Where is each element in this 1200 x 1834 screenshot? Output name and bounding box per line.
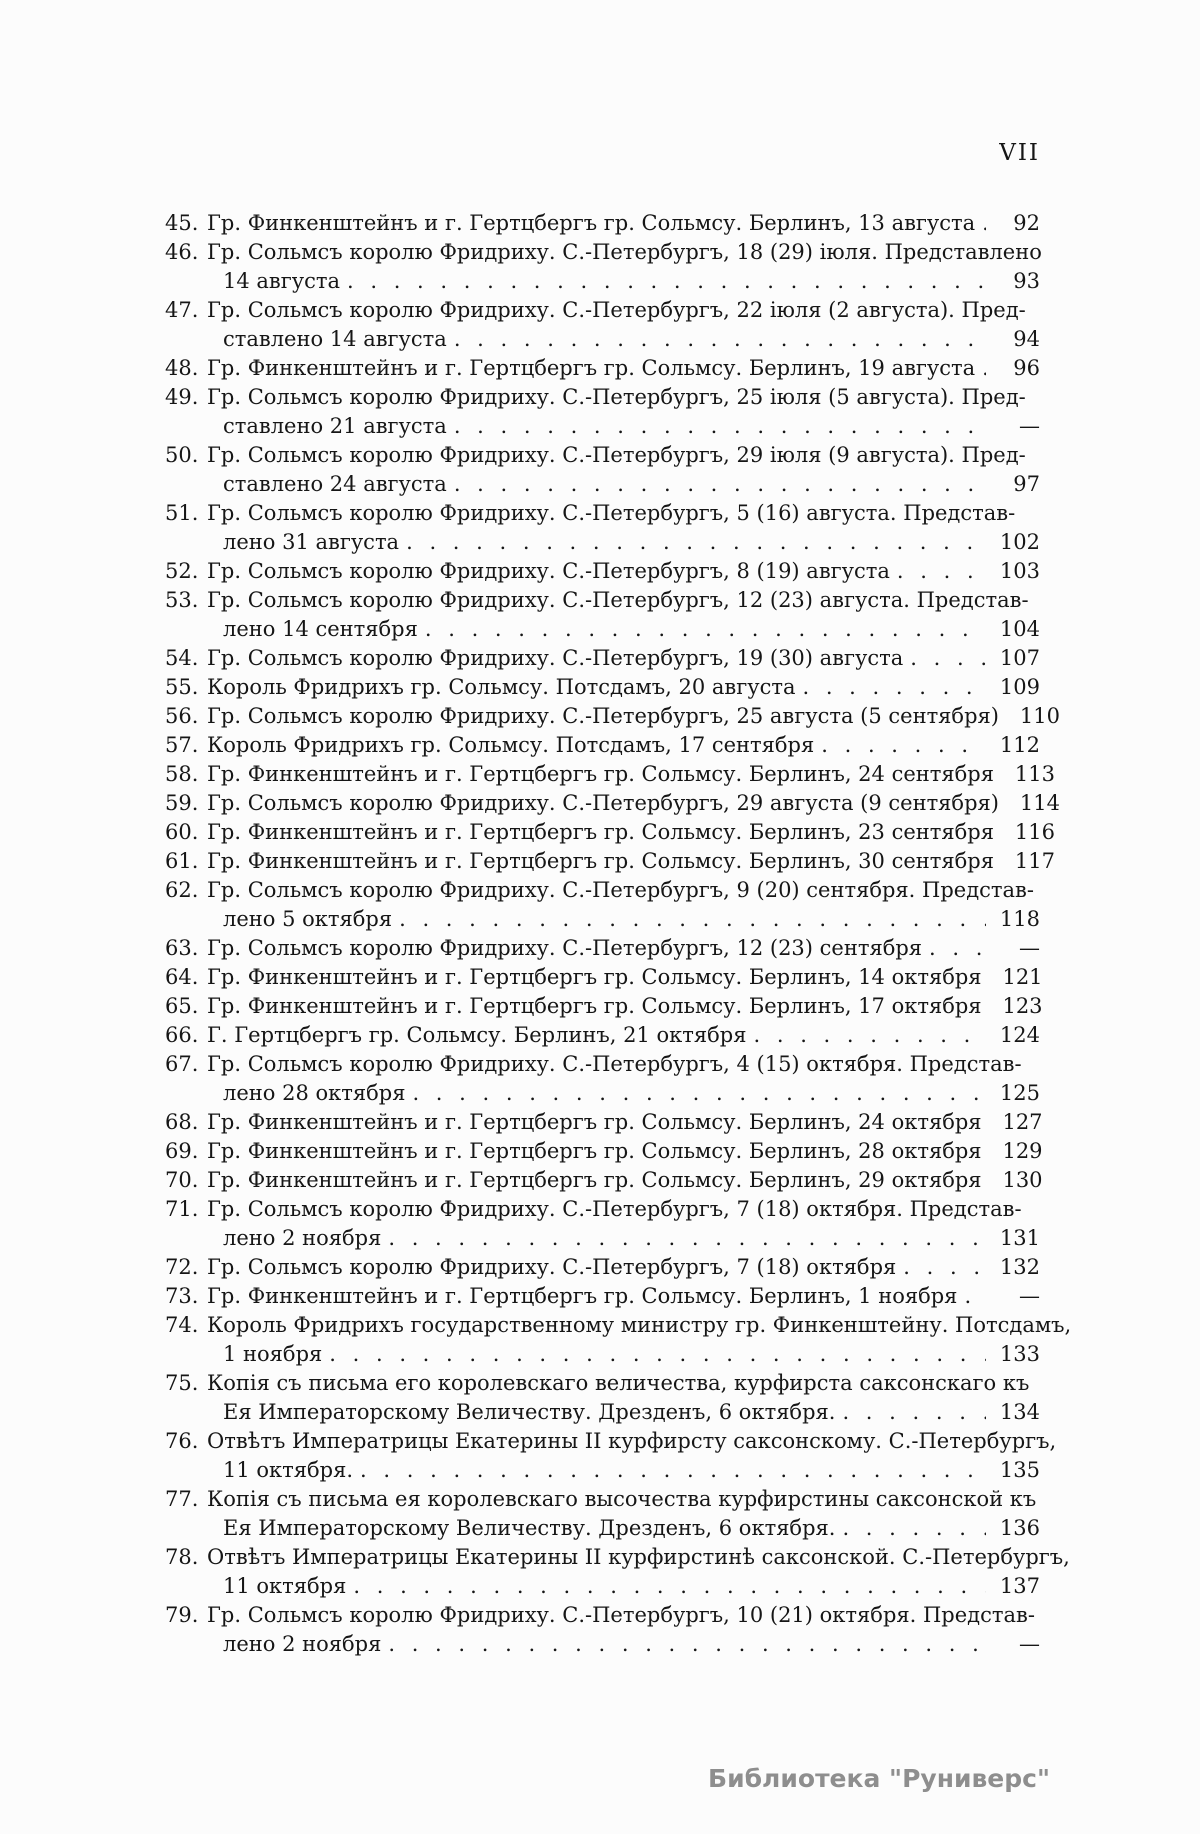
- entry-page-number: 137: [999, 1574, 1040, 1598]
- dot-leader: [412, 1079, 986, 1108]
- entry-text: Гр. Сольмсъ королю Фридриху. С.-Петербургъ, 7 (18) октября: [207, 1255, 897, 1279]
- entry-number: 51.: [165, 501, 199, 525]
- entry-text: Король Фридрихъ гр. Сольмсу. Потсдамъ, 17 сентября: [207, 733, 815, 757]
- entry-text: Гр. Финкенштейнъ и г. Гертцбергъ гр. Сольмсу. Берлинъ, 28 октября: [207, 1139, 982, 1163]
- entry-page-number: 124: [999, 1023, 1040, 1047]
- entry-page-number: —: [1019, 414, 1040, 438]
- entry-number: 64.: [165, 965, 199, 989]
- entry-number: 57.: [165, 733, 199, 757]
- entry-text-continued: ставлено 24 августа: [223, 472, 447, 496]
- entry-page-number: 136: [999, 1516, 1040, 1540]
- toc-entry: [165, 238, 1040, 296]
- entry-number: 52.: [165, 559, 199, 583]
- entry-text: Король Фридрихъ гр. Сольмсу. Потсдамъ, 20 августа: [207, 675, 796, 699]
- entry-number: 69.: [165, 1139, 199, 1163]
- entry-number: 71.: [165, 1197, 199, 1221]
- entry-text: Гр. Сольмсъ королю Фридриху. С.-Петербургъ, 12 (23) августа. Представ-: [207, 588, 1029, 612]
- page-folio-number: VII: [999, 140, 1040, 166]
- dot-leader: [425, 615, 986, 644]
- entry-text: Гр. Сольмсъ королю Фридриху. С.-Петербургъ, 25 августа (5 сентября): [207, 704, 999, 728]
- entry-page-number: 110: [1019, 704, 1060, 728]
- entry-text-continued: Ея Императорскому Величеству. Дрезденъ, 6 октября.: [223, 1400, 836, 1424]
- dot-leader: [329, 1340, 986, 1369]
- entry-number: 61.: [165, 849, 199, 873]
- toc-entry: [165, 557, 1040, 586]
- entry-page-number: 103: [999, 559, 1040, 583]
- toc-entry: [165, 1021, 1040, 1050]
- entry-number: 53.: [165, 588, 199, 612]
- entry-text-continued: лено 2 ноября: [223, 1632, 382, 1656]
- entry-number: 77.: [165, 1487, 199, 1511]
- entry-page-number: 92: [1013, 211, 1040, 235]
- entry-page-number: 114: [1019, 791, 1060, 815]
- toc-entry: [165, 992, 1043, 1021]
- entry-number: 63.: [165, 936, 199, 960]
- entry-page-number: 129: [1002, 1139, 1043, 1163]
- entry-number: 59.: [165, 791, 199, 815]
- entry-text: Гр. Финкенштейнъ и г. Гертцбергъ гр. Сольмсу. Берлинъ, 13 августа: [207, 211, 976, 235]
- entry-text: Гр. Финкенштейнъ и г. Гертцбергъ гр. Сольмсу. Берлинъ, 24 сентября: [207, 762, 994, 786]
- entry-text: Гр. Сольмсъ королю Фридриху. С.-Петербургъ, 18 (29) іюля. Представлено: [207, 240, 1042, 264]
- entry-text: Гр. Финкенштейнъ и г. Гертцбергъ гр. Сольмсу. Берлинъ, 30 сентября: [207, 849, 994, 873]
- entry-text: Король Фридрихъ государственному министру гр. Финкенштейну. Потсдамъ,: [207, 1313, 1072, 1337]
- toc-entry: [165, 760, 1055, 789]
- entry-page-number: 134: [999, 1400, 1040, 1424]
- toc-entry: [165, 1369, 1040, 1427]
- toc-entry: [165, 1253, 1040, 1282]
- entry-text-continued: 11 октября: [223, 1574, 347, 1598]
- toc-entry: [165, 1311, 1072, 1369]
- dot-leader: [929, 934, 986, 963]
- entry-number: 48.: [165, 356, 199, 380]
- entry-text: Гр. Сольмсъ королю Фридриху. С.-Петербургъ, 25 іюля (5 августа). Пред-: [207, 385, 1026, 409]
- entry-text: Гр. Сольмсъ королю Фридриху. С.-Петербургъ, 5 (16) августа. Представ-: [207, 501, 1016, 525]
- entry-page-number: 96: [1013, 356, 1040, 380]
- entry-text-continued: Ея Императорскому Величеству. Дрезденъ, 6 октября.: [223, 1516, 836, 1540]
- toc-entry: [165, 586, 1040, 644]
- entry-text-continued: лено 28 октября: [223, 1081, 406, 1105]
- entry-page-number: 116: [1014, 820, 1055, 844]
- entry-text: Гр. Сольмсъ королю Фридриху. С.-Петербургъ, 4 (15) октября. Представ-: [207, 1052, 1022, 1076]
- toc-entry: [165, 296, 1040, 354]
- entry-text: Гр. Финкенштейнъ и г. Гертцбергъ гр. Сольмсу. Берлинъ, 23 сентября: [207, 820, 994, 844]
- dot-leader: [754, 1021, 987, 1050]
- dot-leader: [982, 354, 986, 383]
- entry-text-continued: лено 5 октября: [223, 907, 393, 931]
- dot-leader: [821, 731, 986, 760]
- entry-text: Гр. Финкенштейнъ и г. Гертцбергъ гр. Сольмсу. Берлинъ, 14 октября: [207, 965, 982, 989]
- entry-page-number: 93: [1013, 269, 1040, 293]
- dot-leader: [353, 1572, 986, 1601]
- entry-text-continued: 11 октября.: [223, 1458, 354, 1482]
- entry-text: Гр. Финкенштейнъ и г. Гертцбергъ гр. Сольмсу. Берлинъ, 24 октября: [207, 1110, 982, 1134]
- dot-leader: [964, 1282, 986, 1311]
- dot-leader: [399, 905, 986, 934]
- entry-page-number: 97: [1013, 472, 1040, 496]
- dot-leader: [388, 1630, 986, 1659]
- entry-number: 66.: [165, 1023, 199, 1047]
- entry-page-number: 94: [1013, 327, 1040, 351]
- entry-text-continued: 14 августа: [223, 269, 340, 293]
- toc-entry: [165, 934, 1040, 963]
- toc-entry: [165, 209, 1040, 238]
- dot-leader: [903, 1253, 986, 1282]
- toc-entry: [165, 1108, 1043, 1137]
- toc-entry: [165, 644, 1040, 673]
- entry-text: Гр. Сольмсъ королю Фридриху. С.-Петербургъ, 10 (21) октября. Представ-: [207, 1603, 1035, 1627]
- entry-number: 58.: [165, 762, 199, 786]
- dot-leader: [406, 528, 986, 557]
- toc-entry: [165, 702, 1060, 731]
- entry-text: Гр. Сольмсъ королю Фридриху. С.-Петербургъ, 9 (20) сентября. Представ-: [207, 878, 1034, 902]
- entry-text: Гр. Сольмсъ королю Фридриху. С.-Петербургъ, 19 (30) августа: [207, 646, 904, 670]
- entry-number: 75.: [165, 1371, 199, 1395]
- entry-page-number: 107: [999, 646, 1040, 670]
- toc-entry: [165, 1166, 1043, 1195]
- entry-number: 76.: [165, 1429, 199, 1453]
- entry-text: Копія съ письма его королевскаго величества, курфирста саксонскаго къ: [207, 1371, 1030, 1395]
- entry-number: 72.: [165, 1255, 199, 1279]
- entry-page-number: 112: [999, 733, 1040, 757]
- toc-entry: [165, 963, 1043, 992]
- toc-entry: [165, 441, 1040, 499]
- toc-entry: [165, 818, 1055, 847]
- entry-number: 49.: [165, 385, 199, 409]
- entry-page-number: 133: [999, 1342, 1040, 1366]
- entry-page-number: —: [1019, 936, 1040, 960]
- toc-entry: [165, 1195, 1040, 1253]
- dot-leader: [982, 209, 986, 238]
- entry-text: Гр. Финкенштейнъ и г. Гертцбергъ гр. Сольмсу. Берлинъ, 29 октября: [207, 1168, 982, 1192]
- dot-leader: [897, 557, 986, 586]
- entry-page-number: 131: [999, 1226, 1040, 1250]
- dot-leader: [347, 267, 986, 296]
- entry-page-number: 117: [1014, 849, 1055, 873]
- entry-page-number: 118: [999, 907, 1040, 931]
- dot-leader: [842, 1514, 986, 1543]
- dot-leader: [842, 1398, 986, 1427]
- entry-text-continued: лено 14 сентября: [223, 617, 418, 641]
- entry-page-number: 127: [1002, 1110, 1043, 1134]
- entry-number: 54.: [165, 646, 199, 670]
- toc-entry: [165, 1427, 1057, 1485]
- toc-entry: [165, 383, 1040, 441]
- entry-number: 74.: [165, 1313, 199, 1337]
- entry-text-continued: лено 2 ноября: [223, 1226, 382, 1250]
- entry-number: 65.: [165, 994, 199, 1018]
- dot-leader: [360, 1456, 986, 1485]
- entry-number: 70.: [165, 1168, 199, 1192]
- dot-leader: [802, 673, 986, 702]
- entry-number: 68.: [165, 1110, 199, 1134]
- entry-number: 60.: [165, 820, 199, 844]
- toc-list: [165, 209, 1072, 1659]
- entry-number: 56.: [165, 704, 199, 728]
- toc-entry: [165, 1601, 1040, 1659]
- entry-page-number: —: [1019, 1284, 1040, 1308]
- entry-number: 62.: [165, 878, 199, 902]
- entry-number: 46.: [165, 240, 199, 264]
- toc-entry: [165, 876, 1040, 934]
- toc-entry: [165, 1282, 1040, 1311]
- entry-page-number: 123: [1002, 994, 1043, 1018]
- dot-leader: [454, 470, 986, 499]
- entry-page-number: 130: [1002, 1168, 1043, 1192]
- entry-number: 50.: [165, 443, 199, 467]
- entry-number: 67.: [165, 1052, 199, 1076]
- entry-text: Гр. Финкенштейнъ и г. Гертцбергъ гр. Сольмсу. Берлинъ, 1 ноября: [207, 1284, 958, 1308]
- dot-leader: [454, 325, 986, 354]
- entry-page-number: 135: [999, 1458, 1040, 1482]
- dot-leader: [910, 644, 986, 673]
- dot-leader: [454, 412, 986, 441]
- entry-text-continued: ставлено 14 августа: [223, 327, 447, 351]
- toc-entry: [165, 499, 1040, 557]
- entry-page-number: —: [1019, 1632, 1040, 1656]
- entry-text: Гр. Сольмсъ королю Фридриху. С.-Петербургъ, 29 іюля (9 августа). Пред-: [207, 443, 1026, 467]
- entry-text-continued: 1 ноября: [223, 1342, 323, 1366]
- toc-entry: [165, 847, 1055, 876]
- entry-text: Копія съ письма ея королевскаго высочества курфирстины саксонской къ: [207, 1487, 1037, 1511]
- entry-number: 45.: [165, 211, 199, 235]
- entry-text: Отвѣтъ Императрицы Екатерины II курфирстинѣ саксонской. С.-Петербургъ,: [207, 1545, 1070, 1569]
- toc-entry: [165, 789, 1060, 818]
- entry-text: Гр. Сольмсъ королю Фридриху. С.-Петербургъ, 22 іюля (2 августа). Пред-: [207, 298, 1026, 322]
- toc-entry: [165, 731, 1040, 760]
- toc-entry: [165, 1543, 1070, 1601]
- toc-entry: [165, 354, 1040, 383]
- entry-text: Гр. Сольмсъ королю Фридриху. С.-Петербургъ, 7 (18) октября. Представ-: [207, 1197, 1022, 1221]
- entry-text-continued: лено 31 августа: [223, 530, 400, 554]
- entry-page-number: 109: [999, 675, 1040, 699]
- entry-page-number: 113: [1014, 762, 1055, 786]
- entry-number: 73.: [165, 1284, 199, 1308]
- entry-text: Отвѣтъ Императрицы Екатерины II курфирсту саксонскому. С.-Петербургъ,: [207, 1429, 1057, 1453]
- entry-text: Гр. Сольмсъ королю Фридриху. С.-Петербургъ, 12 (23) сентября: [207, 936, 923, 960]
- entry-number: 55.: [165, 675, 199, 699]
- entry-text: Г. Гертцбергъ гр. Сольмсу. Берлинъ, 21 октября: [207, 1023, 747, 1047]
- toc-entry: [165, 1485, 1040, 1543]
- entry-text-continued: ставлено 21 августа: [223, 414, 447, 438]
- entry-text: Гр. Финкенштейнъ и г. Гертцбергъ гр. Сольмсу. Берлинъ, 17 октября: [207, 994, 982, 1018]
- entry-page-number: 102: [999, 530, 1040, 554]
- toc-entry: [165, 1137, 1043, 1166]
- entry-page-number: 125: [999, 1081, 1040, 1105]
- entry-page-number: 104: [999, 617, 1040, 641]
- entry-text: Гр. Сольмсъ королю Фридриху. С.-Петербургъ, 29 августа (9 сентября): [207, 791, 999, 815]
- entry-number: 47.: [165, 298, 199, 322]
- toc-entry: [165, 1050, 1040, 1108]
- entry-page-number: 121: [1002, 965, 1043, 989]
- dot-leader: [388, 1224, 986, 1253]
- entry-text: Гр. Финкенштейнъ и г. Гертцбергъ гр. Сольмсу. Берлинъ, 19 августа: [207, 356, 976, 380]
- entry-page-number: 132: [999, 1255, 1040, 1279]
- entry-number: 78.: [165, 1545, 199, 1569]
- entry-text: Гр. Сольмсъ королю Фридриху. С.-Петербургъ, 8 (19) августа: [207, 559, 890, 583]
- toc-entry: [165, 673, 1040, 702]
- entry-number: 79.: [165, 1603, 199, 1627]
- library-watermark: Библиотека "Руниверс": [708, 1764, 1050, 1793]
